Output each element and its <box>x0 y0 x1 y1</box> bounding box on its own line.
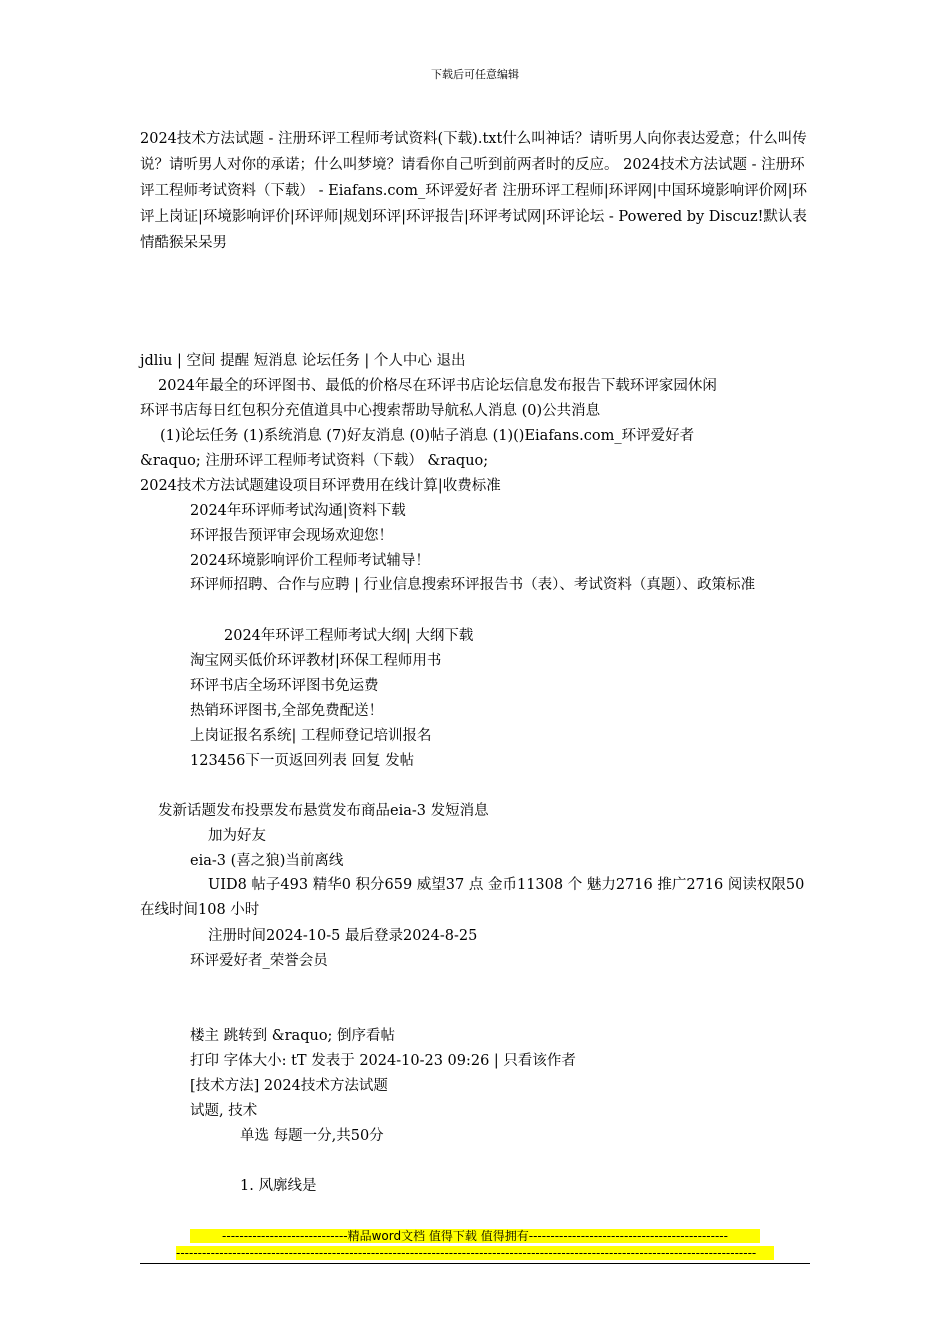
post-tags[interactable]: 试题, 技术 <box>190 1103 258 1119</box>
ad-link-recruitment[interactable]: 环评师招聘、合作与应聘 | 行业信息搜索环评报告书（表）、考试资料（真题）、政策标准 <box>190 577 756 593</box>
ad-link-prereview[interactable]: 环评报告预评审会现场欢迎您！ <box>190 528 393 544</box>
post-meta-line[interactable]: 打印 字体大小: tT 发表于 2024-10-23 09:26 | 只看该作者 <box>190 1053 576 1069</box>
message-counts-line[interactable]: (1)论坛任务 (1)系统消息 (7)好友消息 (0)帖子消息 (1)()Eiafans.com_环评爱好者 <box>160 428 695 444</box>
add-friend-link[interactable]: 加为好友 <box>208 828 266 844</box>
ad-link-free-shipping[interactable]: 环评书店全场环评图书免运费 <box>190 678 379 694</box>
breadcrumb[interactable]: &raquo; 注册环评工程师考试资料（下载） &raquo; <box>140 453 489 469</box>
pagination-actions[interactable]: 123456下一页返回列表 回复 发帖 <box>190 753 415 769</box>
author-rank: 环评爱好者_荣誉会员 <box>190 953 328 969</box>
intro-paragraph: 2024技术方法试题 - 注册环评工程师考试资料(下载).txt什么叫神话？请听男人向你表达爱意；什么叫传说？请听男人对你的承诺；什么叫梦境？请看你自己听到前两者时的反应。 2024技术方法试题 - 注册环评工程师考试资料（下载） - Eiafans.com_环评爱好者 注册环评工程师|环评网|中国环境影响评价网|环评上岗证|环境影响评价|环评师|规划环评|环评报告|环评考试网|环评论坛 - Powered by Discuz!默认表情酷猴呆呆男 <box>140 131 807 251</box>
page-header-note: 下载后可任意编辑 <box>431 68 519 81</box>
section-heading: 单选 每题一分,共50分 <box>240 1128 384 1144</box>
ad-link-hot-books[interactable]: 热销环评图书,全部免费配送！ <box>190 703 384 719</box>
ad-link-taobao-books[interactable]: 淘宝网买低价环评教材|环保工程师用书 <box>190 653 442 669</box>
post-title: [技术方法] 2024技术方法试题 <box>190 1078 388 1094</box>
thread-title-fee-line: 2024技术方法试题建设项目环评费用在线计算|收费标准 <box>140 478 501 494</box>
ad-link-exam-outline[interactable]: 2024年环评工程师考试大纲| 大纲下载 <box>224 628 474 644</box>
footer-rule <box>140 1263 810 1264</box>
author-dates: 注册时间2024-10-5 最后登录2024-8-25 <box>208 928 478 944</box>
ad-link-exam-exchange[interactable]: 2024年环评师考试沟通|资料下载 <box>190 503 406 519</box>
question-1: 1. 风廓线是 <box>240 1178 317 1194</box>
post-actions-bar[interactable]: 发新话题发布投票发布悬赏发布商品eia-3 发短消息 <box>158 803 489 819</box>
author-status: eia-3 (喜之狼)当前离线 <box>190 853 344 869</box>
floor-jump-line[interactable]: 楼主 跳转到 &raquo; 倒序看帖 <box>190 1028 396 1044</box>
ad-link-registration[interactable]: 上岗证报名系统| 工程师登记培训报名 <box>190 728 432 744</box>
footer-watermark-line-2: -------------------------------------------------------------------------------------------------------------------------------------- <box>176 1246 774 1260</box>
user-nav-bar[interactable]: jdliu | 空间 提醒 短消息 论坛任务 | 个人中心 退出 <box>140 353 466 369</box>
author-stats: UID8 帖子493 精华0 积分659 威望37 点 金币11308 个 魅力2716 推广2716 阅读权限50 在线时间108 小时 <box>140 877 805 918</box>
ad-link-exam-tutoring[interactable]: 2024环境影响评价工程师考试辅导！ <box>190 553 430 569</box>
forum-promo-line: 2024年最全的环评图书、最低的价格尽在环评书店论坛信息发布报告下载环评家园休闲 <box>158 378 717 394</box>
footer-watermark-line-1: -----------------------------精品word文档 值得下载 值得拥有---------------------------------------------- <box>190 1229 760 1243</box>
forum-menu-line[interactable]: 环评书店每日红包积分充值道具中心搜索帮助导航私人消息 (0)公共消息 <box>140 403 601 419</box>
